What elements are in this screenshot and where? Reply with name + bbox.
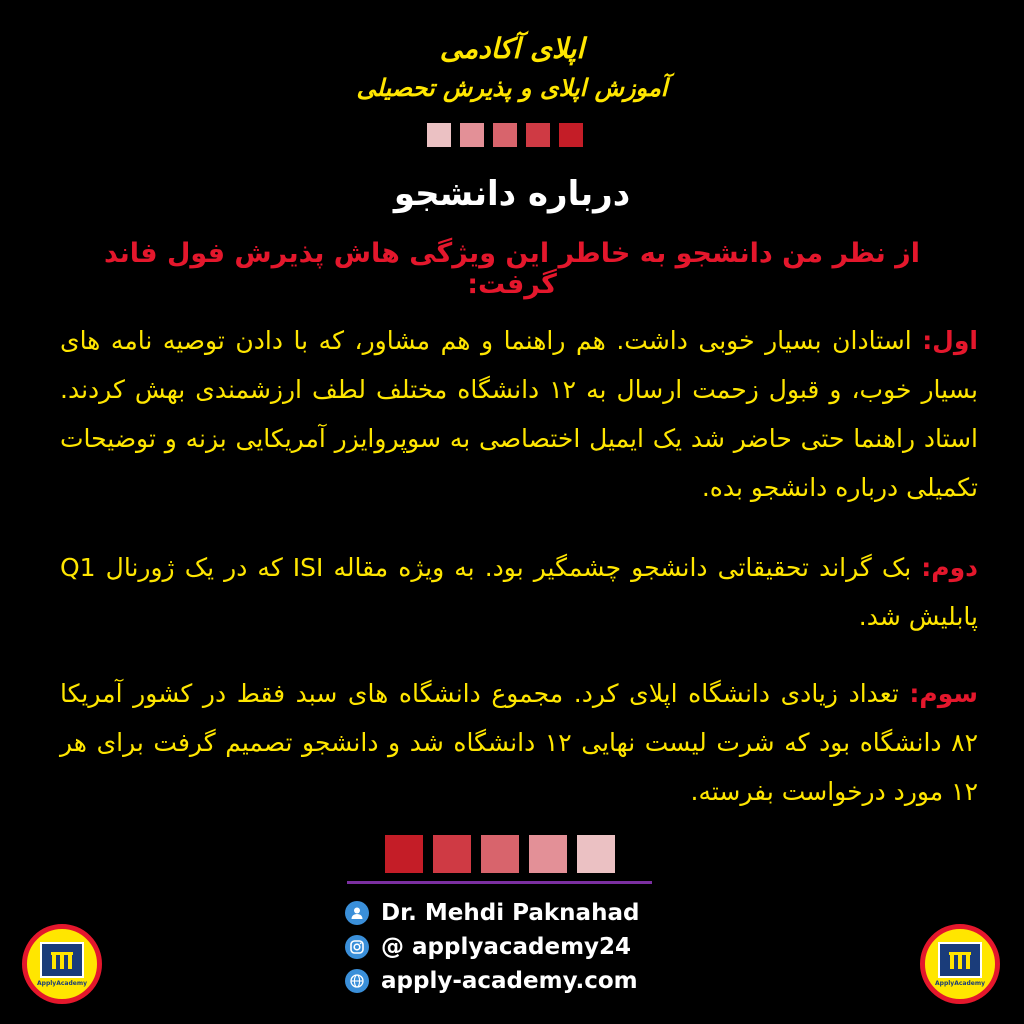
logo-mark [938, 942, 982, 978]
academy-logo [920, 924, 1000, 1004]
swatch [427, 123, 451, 147]
contact-text: Dr. Mehdi Paknahad [381, 900, 640, 926]
paragraph-text: بک گراند تحقیقاتی دانشجو چشمگیر بود. به ویژه مقاله ISI که در یک ژورنال Q1 پابلیش شد. [60, 553, 978, 631]
swatch [493, 123, 517, 147]
swatch [577, 835, 615, 873]
paragraph-second [60, 543, 978, 641]
swatch [529, 835, 567, 873]
instagram-icon [345, 935, 369, 959]
swatch [385, 835, 423, 873]
paragraph-first [60, 316, 978, 512]
logo-text: ApplyAcademy [935, 979, 985, 987]
swatch [481, 835, 519, 873]
color-swatches-bottom [385, 835, 615, 873]
page-heading: درباره دانشجو [393, 174, 631, 214]
paragraph-third [60, 669, 978, 816]
logo-mark [40, 942, 84, 978]
intro-text: از نظر من دانشجو به خاطر این ویژگی هاش پذیرش فول فاند گرفت: [104, 238, 920, 300]
user-icon [345, 901, 369, 925]
color-swatches-top [427, 123, 583, 147]
logo-text: ApplyAcademy [37, 979, 87, 987]
swatch [559, 123, 583, 147]
paragraph-text: استادان بسیار خوبی داشت. هم راهنما و هم مشاور، که با دادن توصیه نامه های بسیار خوب، و قبول زحمت ارسال به ۱۲ دانشگاه مختلف لطف ارزشمندی بهش کردند. استاد راهنما حتی حاضر شد یک ایمیل اختصاصی به سوپروایزر آمریکایی بزنه و توضیحات تکمیلی درباره دانشجو بده. [60, 326, 978, 502]
contact-website[interactable] [345, 968, 638, 994]
contact-instagram[interactable] [345, 934, 631, 960]
paragraph-label: سوم: [909, 679, 978, 708]
swatch [460, 123, 484, 147]
footer-divider [347, 881, 652, 884]
swatch [526, 123, 550, 147]
globe-icon [345, 969, 369, 993]
brand-title: اپلای آکادمی [439, 32, 585, 65]
swatch [433, 835, 471, 873]
paragraph-text: تعداد زیادی دانشگاه اپلای کرد. مجموع دانشگاه های سبد فقط در کشور آمریکا ۸۲ دانشگاه بود که شرت لیست نهایی ۱۲ دانشگاه شد و دانشجو تصمیم گرفت برای هر ۱۲ مورد درخواست بفرسته. [60, 679, 978, 806]
contact-name [345, 900, 639, 926]
paragraph-label: دوم: [921, 553, 978, 582]
contact-text: @ applyacademy24 [381, 934, 632, 960]
paragraph-label: اول: [922, 326, 978, 355]
academy-logo [22, 924, 102, 1004]
brand-subtitle: آموزش اپلای و پذیرش تحصیلی [356, 74, 668, 102]
contact-text: apply-academy.com [381, 968, 638, 994]
